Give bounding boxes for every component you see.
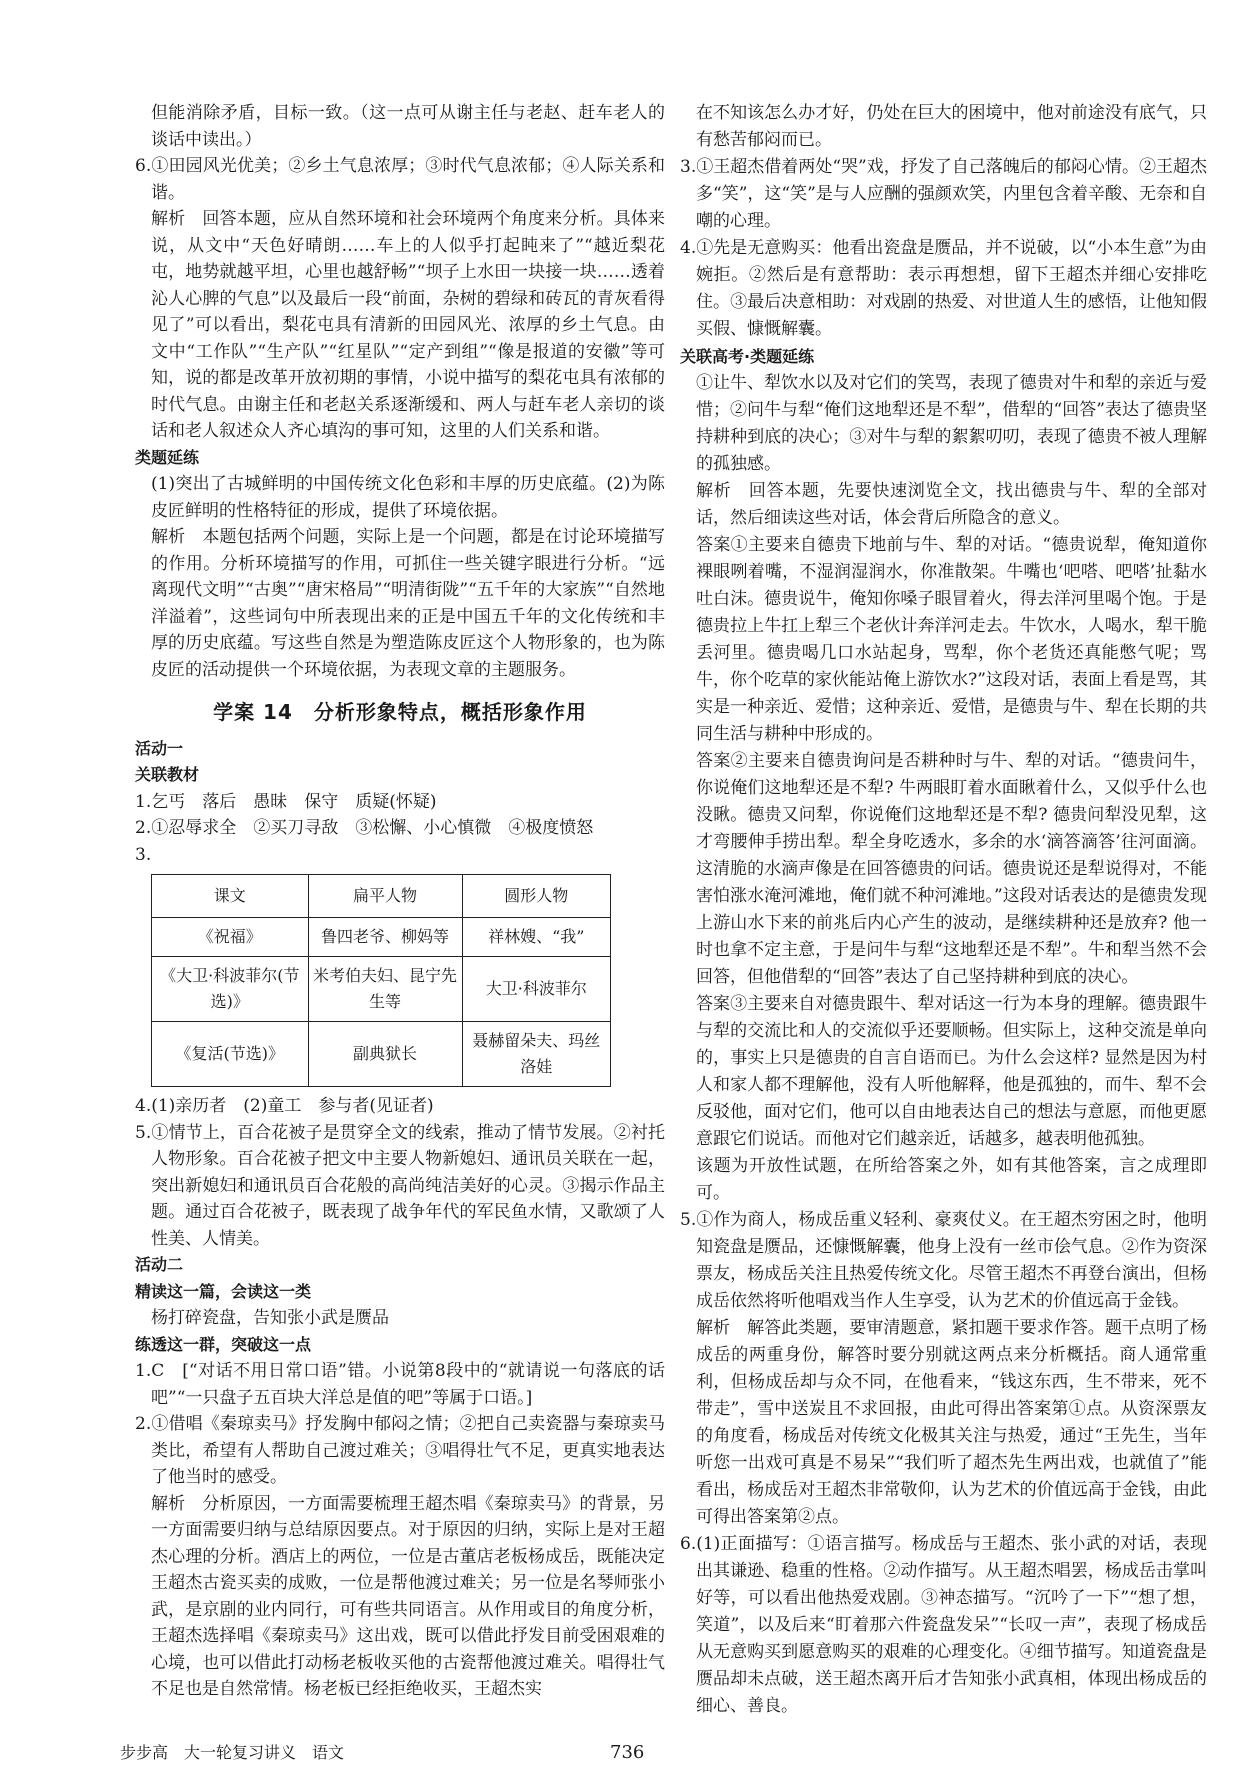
table-cell: 《复活(节选)》 — [152, 1022, 309, 1087]
table-header-cell: 扁平人物 — [308, 875, 462, 918]
right-column — [680, 100, 1207, 1720]
activity-heading: 活动一 — [135, 738, 184, 758]
analysis-text: 解析 回答本题，先要快速浏览全文，找出德贵与牛、犁的全部对话，然后细读这些对话，体会背后所隐含的意义。 — [696, 481, 1207, 528]
answer-detail: 答案①主要来自德贵下地前与牛、犁的对话。“德贵说犁，俺知道你裸眼咧着嘴，不湿润湿润水，你准散架。牛嘴也‘吧嗒、吧嗒’扯黏水吐白沫。德贵说牛，俺知你嗓子眼冒着火，得去洋河里喝个饱。于是德贵拉上牛扛上犁三个老伙计奔洋河走去。牛饮水，人喝水，犁干脆丢河里。德贵喝几口水站起身，骂犁，你个老货还真能憋气呢；骂牛，你个吃草的家伙能站俺上游饮水?”这段对话，表面上看是骂，其实是一种亲近、爱惜；这种亲近、爱惜，是德贵与牛、犁在长期的共同生活与耕种中形成的。 — [696, 535, 1207, 744]
analysis-text: 解析 本题包括两个问题，实际上是一个问题，都是在讨论环境描写的作用。分析环境描写的作用，可抓住一些关键字眼进行分析。“远离现代文明”“古奥”“唐宋格局”“明清街陇”“五千年的大家族”“自然地洋溢着”，这些词句中所表现出来的正是中国五千年的文化传统和丰厚的历史底蕴。写这些自然是为塑造陈皮匠这个人物形象的，也为陈皮匠的活动提供一个环境依据，为表现文章的主题服务。 — [151, 527, 665, 680]
book-series-title: 步步高 大一轮复习讲义 语文 — [120, 1743, 345, 1762]
table-row — [152, 957, 611, 1022]
left-column — [135, 100, 665, 1703]
table-row — [152, 918, 611, 957]
section-heading: 精读这一篇，会读这一类 — [135, 1281, 312, 1301]
table-header-cell: 圆形人物 — [462, 875, 610, 918]
answer-note: 该题为开放性试题，在所给答案之外，如有其他答案，言之成理即可。 — [696, 1156, 1207, 1203]
answer-item-6: 6.①田园风光优美；②乡土气息浓厚；③时代气息浓郁；④人际关系和谐。 — [135, 156, 665, 203]
table-cell: 聂赫留朵夫、玛丝洛娃 — [462, 1022, 610, 1087]
answer-item-3: 3.①王超杰借着两处“哭”戏，抒发了自己落魄后的郁闷心情。②王超杰多“笑”，这“笑”是与人应酬的强颜欢笑，内里包含着辛酸、无奈和自嘲的心理。 — [680, 157, 1207, 231]
section-heading: 关联教材 — [135, 765, 200, 784]
table-header-row — [152, 875, 611, 918]
page-number: 736 — [610, 1742, 645, 1763]
answer-text: 杨打碎瓷盘，告知张小武是赝品 — [151, 1308, 389, 1328]
answer-item-4: 4.①先是无意购买：他看出瓷盘是赝品，并不说破，以“小本生意”为由婉拒。②然后是有意帮助：表示再想想，留下王超杰并细心安排吃住。③最后决意相助：对戏剧的热爱、对世道人生的感悟，让他知假买假、慷慨解囊。 — [680, 238, 1207, 339]
answer-item-3: 3. — [135, 844, 152, 865]
table-cell: 祥林嫂、“我” — [462, 918, 610, 957]
answer-item-2: 2.①借唱《秦琼卖马》抒发胸中郁闷之情；②把自己卖瓷器与秦琼卖马类比，希望有人帮助自己渡过难关；③唱得壮气不足，更真实地表达了他当时的感受。 — [135, 1414, 665, 1487]
analysis-text: 解析 分析原因，一方面需要梳理王超杰唱《秦琼卖马》的背景，另一方面需要归纳与总结原因要点。对于原因的归纳，实际上是对王超杰心理的分析。酒店上的两位，一位是古董店老板杨成岳，既能决定王超杰古瓷买卖的成败，一位是帮他渡过难关；另一位是名琴师张小武，是京剧的业内同行，可有些共同语言。从作用或目的角度分析，王超杰选择唱《秦琼卖马》这出戏，既可以借此抒发目前受困艰难的心境，也可以借此打动杨老板收买他的古瓷帮他渡过难关。唱得壮气不足也是自然常情。杨老板已经拒绝收买，王超杰实 — [151, 1493, 665, 1699]
answer-text: 在不知该怎么办才好，仍处在巨大的困境中，他对前途没有底气，只有愁苦郁闷而已。 — [696, 103, 1207, 150]
table-cell: 《大卫·科波菲尔(节选)》 — [152, 957, 309, 1022]
answer-text: (1)突出了古城鲜明的中国传统文化色彩和丰厚的历史底蕴。(2)为陈皮匠鲜明的性格特征的形成，提供了环境依据。 — [151, 474, 665, 521]
table-cell: 鲁四老爷、柳妈等 — [308, 918, 462, 957]
answer-detail: 答案②主要来自德贵询问是否耕种时与牛、犁的对话。“德贵问牛，你说俺们这地犁还是不犁? 牛两眼盯着水面瞅着什么，又似乎什么也没瞅。德贵又问犁，你说俺们这地犁还是不犁? 德贵问犁没见犁，这才弯腰伸手捞出犁。犁全身吃透水，多余的水‘滴答滴答’往河面滴。这清脆的水滴声像是在回答德贵的问话。德贵说还是犁说得对，不能害怕涨水淹河滩地，俺们就不种河滩地。”这段对话表达的是德贵发现上游山水下来的前兆后内心产生的波动，是继续耕种还是放弃? 他一时也拿不定主意，于是问牛与犁“这地犁还是不犁”。牛和犁当然不会回答，但他借犁的“回答”表达了自己坚持耕种到底的决心。 — [696, 751, 1207, 987]
character-type-table — [151, 874, 611, 1087]
section-heading: 关联高考·类题延练 — [680, 347, 815, 366]
lesson-title: 学案 14 分析形象特点，概括形象作用 — [213, 700, 587, 724]
page-footer — [0, 1738, 1250, 1772]
analysis-text: 解析 解答此类题，要审清题意，紧扣题干要求作答。题干点明了杨成岳的两重身份，解答时要分别就这两点来分析概括。商人通常重利，但杨成岳却与众不同，在他看来，“钱这东西，生不带来，死不带走”，雪中送炭且不求回报，由此可得出答案第①点。从资深票友的角度看，杨成岳对传统文化极其关注与热爱，通过“王先生，当年听您一出戏可真是不易呆”“我们听了超杰先生两出戏，也就值了”能看出，杨成岳对王超杰非常敬仰，认为艺术的价值远高于金钱，由此可得出答案第②点。 — [696, 1318, 1207, 1527]
table-cell: 副典狱长 — [308, 1022, 462, 1087]
answer-item-5: 5.①作为商人，杨成岳重义轻利、豪爽仗义。在王超杰穷困之时，他明知瓷盘是赝品，还慷慨解囊，他身上没有一丝市侩气息。②作为资深票友，杨成岳关注且热爱传统文化。尽管王超杰不再登台演出，但杨成岳依然将听他唱戏当作人生享受，认为艺术的价值远高于金钱。 — [680, 1210, 1207, 1311]
table-cell: 《祝福》 — [152, 918, 309, 957]
section-heading: 练透这一群，突破这一点 — [135, 1334, 312, 1354]
table-row — [152, 1022, 611, 1087]
answer-item-1: 1.乞丐 落后 愚昧 保守 质疑(怀疑) — [135, 791, 437, 812]
answer-item-4: 4.(1)亲历者 (2)童工 参与者(见证者) — [135, 1096, 434, 1116]
analysis-text: 解析 回答本题，应从自然环境和社会环境两个角度来分析。具体来说，从文中“天色好晴朗……车上的人似乎打起盹来了”“越近梨花屯，地势就越平坦，心里也越舒畅”“坝子上水田一块接一块……透着沁人心脾的气息”以及最后一段“前面，杂树的碧绿和砖瓦的青灰看得见了”可以看出，梨花屯具有清新的田园风光、浓厚的乡土气息。由文中“工作队”“生产队”“红星队”“定产到组”“像是报道的安徽”等可知，说的都是改革开放初期的事情，小说中描写的梨花屯具有浓郁的时代气息。由谢主任和老赵关系逐渐缓和、两人与赶车老人亲切的谈话和老人叙述众人齐心填沟的事可知，这里的人们关系和谐。 — [151, 209, 665, 441]
answer-item-5: 5.①情节上，百合花被子是贯穿全文的线索，推动了情节发展。②衬托人物形象。百合花被子把文中主要人物新媳妇、通讯员关联在一起，突出新媳妇和通讯员百合花般的高尚纯洁美好的心灵。③揭示作品主题。通过百合花被子，既表现了战争年代的军民鱼水情，又歌颂了人性美、人情美。 — [135, 1122, 665, 1249]
table-header-cell: 课文 — [152, 875, 309, 918]
section-heading: 类题延练 — [135, 447, 200, 467]
answer-text: ①让牛、犁饮水以及对它们的笑骂，表现了德贵对牛和犁的亲近与爱惜；②问牛与犁“俺们这地犁还是不犁”，借犁的“回答”表达了德贵坚持耕种到底的决心；③对牛与犁的絮絮叨叨，表现了德贵不被人理解的孤独感。 — [696, 373, 1207, 474]
activity-heading: 活动二 — [135, 1255, 184, 1274]
table-cell: 大卫·科波菲尔 — [462, 957, 610, 1022]
answer-text: 但能消除矛盾，目标一致。（这一点可从谢主任与老赵、赶车老人的谈话中读出。） — [151, 103, 665, 150]
answer-item-2: 2.①忍辱求全 ②买刀寻敌 ③松懈、小心慎微 ④极度愤怒 — [135, 818, 594, 838]
answer-detail: 答案③主要来自对德贵跟牛、犁对话这一行为本身的理解。德贵跟牛与犁的交流比和人的交流似乎还要顺畅。但实际上，这种交流是单向的，事实上只是德贵的自言自语而已。为什么会这样? 显然是因为村人和家人都不理解他，没有人听他解释，他是孤独的，而牛、犁不会反驳他，面对它们，他可以自由地表达自己的想法与意愿，而他更愿意跟它们说话。而他对它们越亲近，话越多，越表明他孤独。 — [696, 994, 1207, 1149]
answer-item-1: 1.C [“对话不用日常口语”错。小说第8段中的“就请说一句落底的话吧”“一只盘子五百块大洋总是值的吧”等属于口语。] — [135, 1361, 665, 1408]
table-cell: 米考伯夫妇、昆宁先生等 — [308, 957, 462, 1022]
answer-item-6: 6.(1)正面描写：①语言描写。杨成岳与王超杰、张小武的对话，表现出其谦逊、稳重的性格。②动作描写。从王超杰唱罢，杨成岳击掌叫好等，可以看出他热爱戏剧。③神态描写。“沉吟了一下”“想了想，笑道”，以及后来“盯着那六件瓷盘发呆”“长叹一声”，表现了杨成岳从无意购买到愿意购买的艰难的心理变化。④细节描写。知道瓷盘是赝品却未点破，送王超杰离开后才告知张小武真相，体现出杨成岳的细心、善良。 — [680, 1534, 1207, 1716]
